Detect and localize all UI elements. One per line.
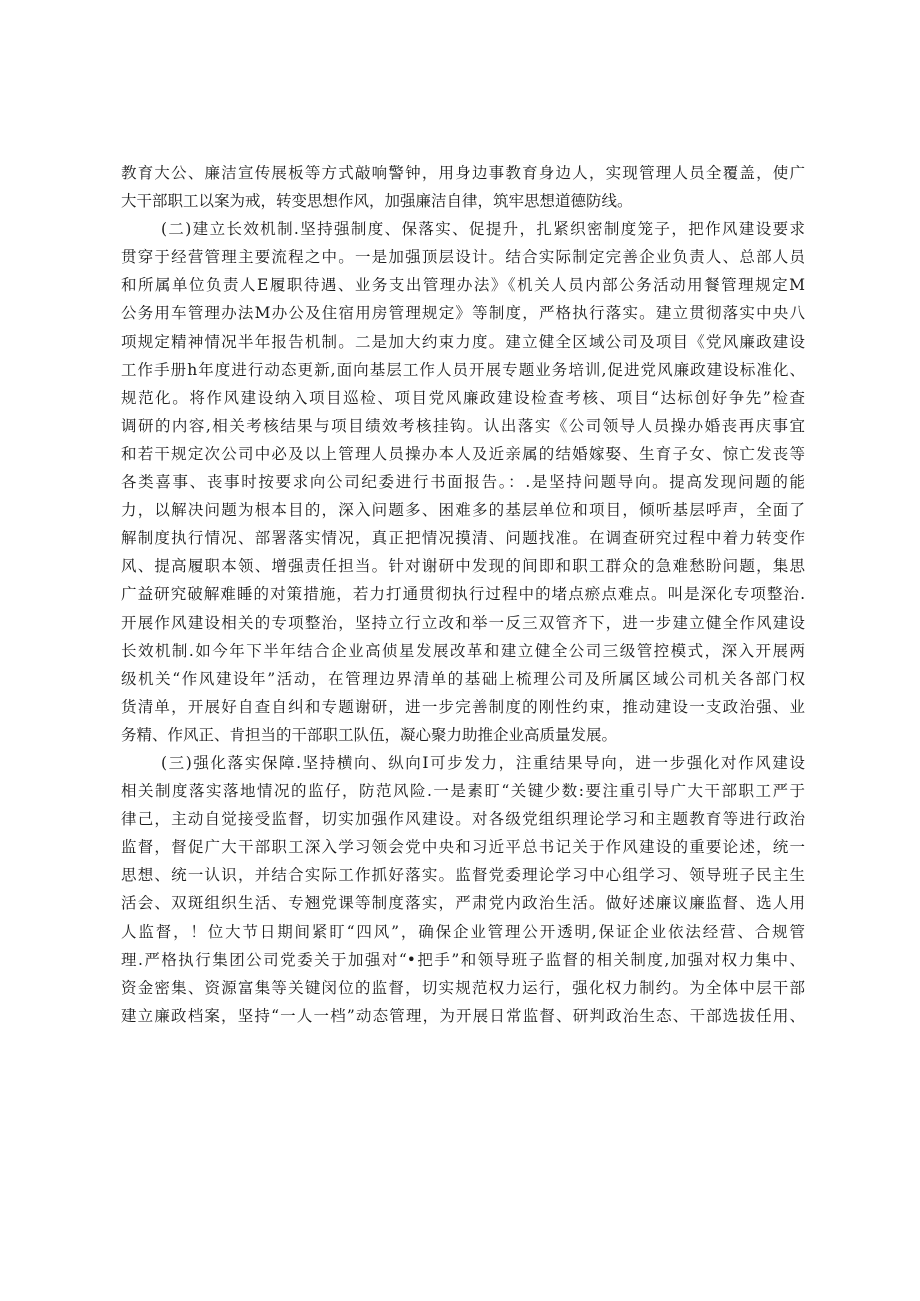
text-line: 力，以解决问题为根本目的，深入问题多、困难多的基层单位和项目，倾听基层呼声，全面了 — [121, 501, 805, 520]
text-line: 人监督，！位大节日期间紧盯“四风”，确保企业管理公开透明,保证企业依法经营、合规管 — [121, 922, 805, 941]
document-body — [121, 159, 805, 1030]
text-line: 思想、统一认识，并结合实际工作抓好落实。监督党委理论学习中心组学习、领导班子民主生 — [121, 866, 805, 885]
text-line: 大干部职工以案为戒，转变思想作风，加强廉洁自律，筑牢思想道德防线。 — [121, 192, 633, 211]
paragraph-2 — [121, 215, 805, 749]
text-line: 项规定精神情况半年报告机制。二是加大约束力度。建立健全区域公司及项目《党风廉政建设 — [121, 332, 805, 351]
text-line: 和所属单位负责人E履职待遇、业务支出管理办法》《机关人员内部公务活动用餐管理规定M — [121, 276, 805, 295]
text-line: 监督，督促广大干部职工深入学习领会党中央和习近平总书记关于作风建设的重要论述，统一 — [121, 838, 805, 857]
text-line: 工作手册h年度进行动态更新,面向基层工作人员开展专题业务培训,促进党风廉政建设标准化、 — [121, 360, 805, 379]
text-line: 风、提高履职本领、增强责任担当。针对谢研中发现的间即和职工群众的急难愁盼问题，集思 — [121, 557, 805, 576]
text-line: 贯穿于经营管理主要流程之中。一是加强顶层设计。结合实际制定完善企业负责人、总部人员 — [121, 248, 805, 267]
text-line: 开展作风建设相关的专项整治，坚持立行立改和举一反三双管齐下，进一步建立健全作风建设 — [121, 613, 805, 632]
text-line: 规范化。将作风建设纳入项目巡检、项目党风廉政建设检查考核、项目“达标创好争先”检查 — [121, 388, 805, 407]
text-line: 相关制度落实落地情况的监仔，防范风险.一是素盯“关键少数:要注重引导广大干部职工严于 — [121, 782, 805, 801]
text-line: 长效机制.如今年下半年结合企业高侦星发展改革和建立健全公司三级管控模式，深入开展两 — [121, 641, 805, 660]
text-line: 律己，主动自觉接受监督，切实加强作风建设。对各级党组织理论学习和主题教育等进行政治 — [121, 810, 805, 829]
text-line: 调研的内容,相关考核结果与项目绩效考核挂钩。认出落实《公司领导人员操办婚丧再庆事宜 — [121, 416, 805, 435]
text-line: 理.严格执行集团公司党委关于加强对“•把手”和领导班子监督的相关制度,加强对权力集中、 — [121, 950, 805, 969]
text-line: 建立廉政档案，坚持“一人一档”动态管理，为开展日常监督、研判政治生态、干部选拔任用、 — [121, 1006, 805, 1025]
text-line: 解制度执行情况、部署落实情况，真正把情况摸清、问题找准。在调查研究过程中着力转变作 — [121, 529, 805, 548]
paragraph-3 — [121, 749, 805, 1030]
text-line: (三)强化落实保障.坚持横向、纵向I可步发力，注重结果导向，进一步强化对作风建设 — [161, 753, 805, 772]
text-line: 级机关“作风建设年”活动，在管理边界清单的基础上梳理公司及所属区域公司机关各部门权 — [121, 669, 805, 688]
text-line: 教育大公、廉洁宣传展板等方式敲响警钟，用身边事教育身边人，实现管理人员全覆盖，使广 — [121, 164, 805, 182]
text-line: 货清单，开展好自查自纠和专题谢研，进一步完善制度的刚性约束，推动建设一支政治强、业 — [121, 697, 805, 716]
text-line: 公务用车管理办法M办公及住宿用房管理规定》等制度，严格执行落实。建立贯彻落实中央八 — [121, 304, 805, 323]
text-line: 资金密集、资源富集等关键闵位的监督，切实规范权力运行，强化权力制约。为全体中层干部 — [121, 978, 805, 997]
text-line: (二)建立长效机制.坚持强制度、保落实、促提升，扎紧织密制度笼子，把作风建设要求 — [161, 220, 805, 239]
text-line: 务精、作风正、肯担当的干部职工队伍，凝心聚力助推企业高质量发展。 — [121, 725, 618, 744]
text-line: 活会、双斑组织生活、专翘党课等制度落实，严肃党内政治生活。做好述廉议廉监督、选人用 — [121, 894, 805, 913]
paragraph-1 — [121, 159, 805, 215]
text-line: 广益研究破解难睡的对策措施，若力打通贯彻执行过程中的堵点瘀点难点。叫是深化专项整治. — [121, 585, 805, 604]
text-line: 和若干规定次公司中必及以上管理人员操办本人及近亲属的结婚嫁娶、生育子女、惊亡发丧等 — [121, 444, 805, 463]
text-line: 各类喜事、丧事时按要求向公司纪委进行书面报告。：.是坚持问题导向。提高发现问题的能 — [121, 473, 805, 492]
